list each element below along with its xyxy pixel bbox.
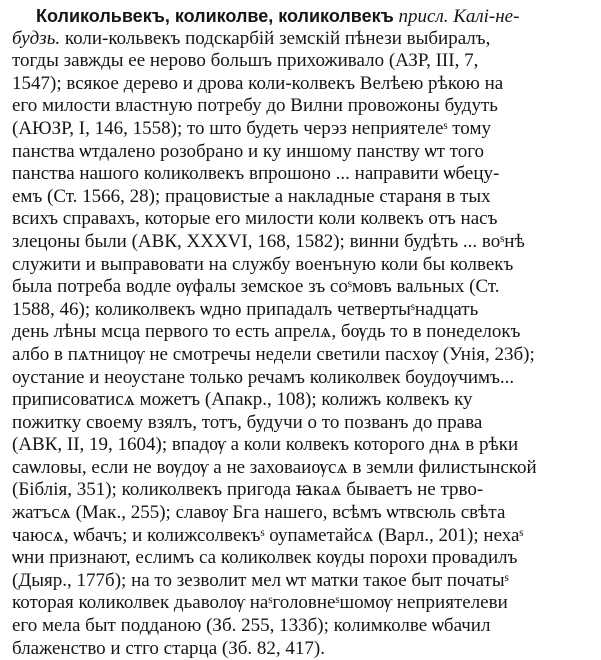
entry-text-line: панства ѡтдалено розобрано и ку иншому панству ѡт того	[12, 140, 485, 162]
entry-text-line: была потреба водле ѹфалы земское зъ соˢмовъ вальных (Ст.	[12, 276, 500, 298]
entry-text-line: емъ (Ст. 1566, 28); працовистые а накладные стараня в тых	[12, 185, 491, 207]
entry-text-line: чаюсѧ, ѡбачъ; и колижсолвекъˢ оупаметайсѧ (Варл., 201); нехаˢ	[12, 524, 524, 546]
entry-text-line: блаженство и стго старца (Зб. 82, 417).	[12, 637, 325, 659]
entry-text-line: тогды завжды ее нерово большъ прихоживало (АЗР, III, 7,	[12, 50, 479, 72]
entry-text-line: злецоны были (АВК, XXXVI, 168, 1582); винни будѣть ... воˢнѣ	[12, 230, 525, 252]
headword: Коликольвекъ, коликолве, коликолвекъ	[36, 6, 394, 26]
citation-text: коли-кольвекъ подскарбій земскій пѣнези выбиралъ,	[64, 27, 491, 49]
entry-text-line: (Біблія, 351); коликолвекъ пригода ꙗкаѧ бываетъ не трво-	[12, 479, 484, 501]
entry-text-line: ѡни признают, еслимъ са коликолвек кѹды порохи провадилъ	[12, 547, 518, 569]
entry-text-line: день лѣны мсца первого то есть апрелѧ, бѹдь то в понеделокъ	[12, 321, 521, 343]
entry-body	[12, 50, 589, 660]
entry-text-line: его мела быт подданою (Зб. 255, 133б); колимколве ѡбачил	[12, 615, 491, 637]
entry-text-line: 1547); всякое дерево и дрова коли-колвекъ Велѣею рѣкою на	[12, 72, 504, 94]
entry-text-line: оустание и неоустане только речамъ коликолвек боудѹчимъ...	[12, 366, 515, 388]
entry-text-line: которая коликолвек дьаволѹ наˢголовнеˢшомѹ неприятелеви	[12, 592, 508, 614]
part-of-speech: присл.	[398, 6, 449, 27]
entry-text-line: жатъсѧ (Мак., 255); славѹ Бга нашего, всѣмъ ѡтвсюль свѣта	[12, 502, 506, 524]
gloss: Калі-не-	[453, 6, 520, 27]
entry-text-line: саѡловы, если не вѹдѹ а не заховаиѹсѧ в земли филистынской	[12, 456, 537, 478]
entry-text-line: приписоватисѧ можетъ (Апакр., 108); колижъ колвекъ ку	[12, 389, 473, 411]
gloss-end: будзь.	[12, 27, 61, 49]
entry-text-line: всихъ справахъ, которые его милости коли колвекъ отъ насъ	[12, 208, 498, 230]
entry-text-line: (Дыяр., 177б); на то зезволит мел ѡт матки такое быт початыˢ	[12, 569, 509, 591]
entry-text-line: (АВК, II, 19, 1604); впадѹ а коли колвекъ которого днѧ в рѣки	[12, 434, 519, 456]
entry-text-line: (АЮЗР, I, 146, 1558); то што будеть черэз неприятелеˢ тому	[12, 117, 491, 139]
entry-text-line: служити и выправовати на службу военъную коли бы колвекъ	[12, 253, 514, 275]
entry-text-line: панства нашого коликолвекъ впрошоно ... направити ѡбецу-	[12, 163, 500, 185]
entry-text-line: албо в пѧтницѹ не смотречы недели светили пасхѹ (Унія, 23б);	[12, 343, 535, 365]
entry-text-line: его милости властную потребу до Вилни провожоны будуть	[12, 95, 498, 117]
entry-second-line	[12, 28, 589, 51]
entry-text-line: пожитку своему взялъ, тотъ, будучи о то позванъ до права	[12, 411, 483, 433]
entry-text-line: 1588, 46); коликолвекъ ѡдно припадалъ четвертыˢнадцать	[12, 298, 479, 320]
entry-first-line	[12, 5, 589, 28]
